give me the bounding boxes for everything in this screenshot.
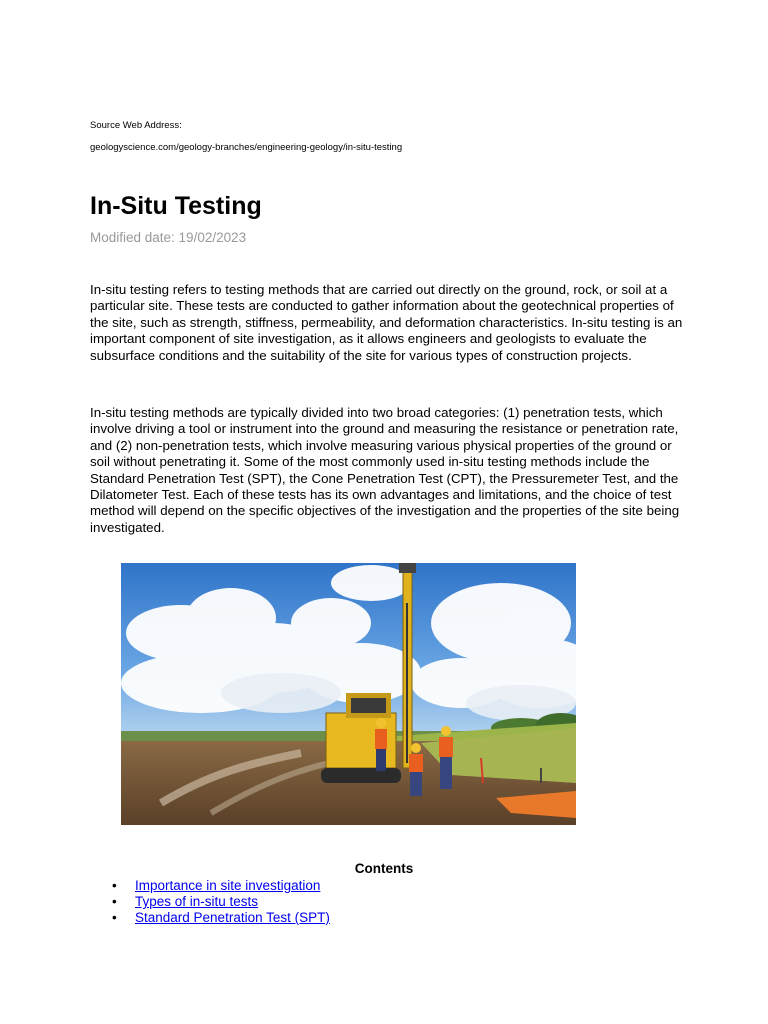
contents-title: Contents xyxy=(354,861,414,876)
toc-link-spt[interactable]: Standard Penetration Test (SPT) xyxy=(135,910,330,925)
list-item xyxy=(112,878,330,894)
paragraph-categories: In-situ testing methods are typically divided into two broad categories: (1) penetration tests, which involve driving a tool or instrument into the ground and measuring the resistance or penetration rate, and (2) non-penetration tests, which involve measuring various physical properties of the ground or soil without penetrating it. Some of the most commonly used in-situ testing methods include the Standard Penetration Test (SPT), the Cone Penetration Test (CPT), the Pressuremeter Test, and the Dilatometer Test. Each of these tests has its own advantages and limitations, and the choice of test method will depend on the specific objectives of the investigation and the properties of the site being investigated. xyxy=(90,405,680,535)
bullet-icon: • xyxy=(112,878,117,893)
drilling-rig-photo xyxy=(121,563,576,825)
paragraph-intro: In-situ testing refers to testing methods that are carried out directly on the ground, rock, or soil at a particular site. These tests are conducted to gather information about the geotechnical properties of the site, such as strength, stiffness, permeability, and deformation characteristics. In-situ testing is an important component of site investigation, as it allows engineers and geologists to evaluate the subsurface conditions and the suitability of the site for various types of construction projects. xyxy=(90,282,683,363)
contents-list xyxy=(112,878,330,926)
source-url: geologyscience.com/geology-branches/engineering-geology/in-situ-testing xyxy=(90,142,403,153)
list-item xyxy=(112,894,330,910)
source-label: Source Web Address: xyxy=(90,120,182,131)
modified-date: Modified date: 19/02/2023 xyxy=(90,230,247,245)
toc-link-types[interactable]: Types of in-situ tests xyxy=(135,894,259,909)
bullet-icon: • xyxy=(112,910,117,925)
page-title: In-Situ Testing xyxy=(90,192,262,220)
list-item xyxy=(112,910,330,926)
bullet-icon: • xyxy=(112,894,117,909)
toc-link-importance[interactable]: Importance in site investigation xyxy=(135,878,321,893)
